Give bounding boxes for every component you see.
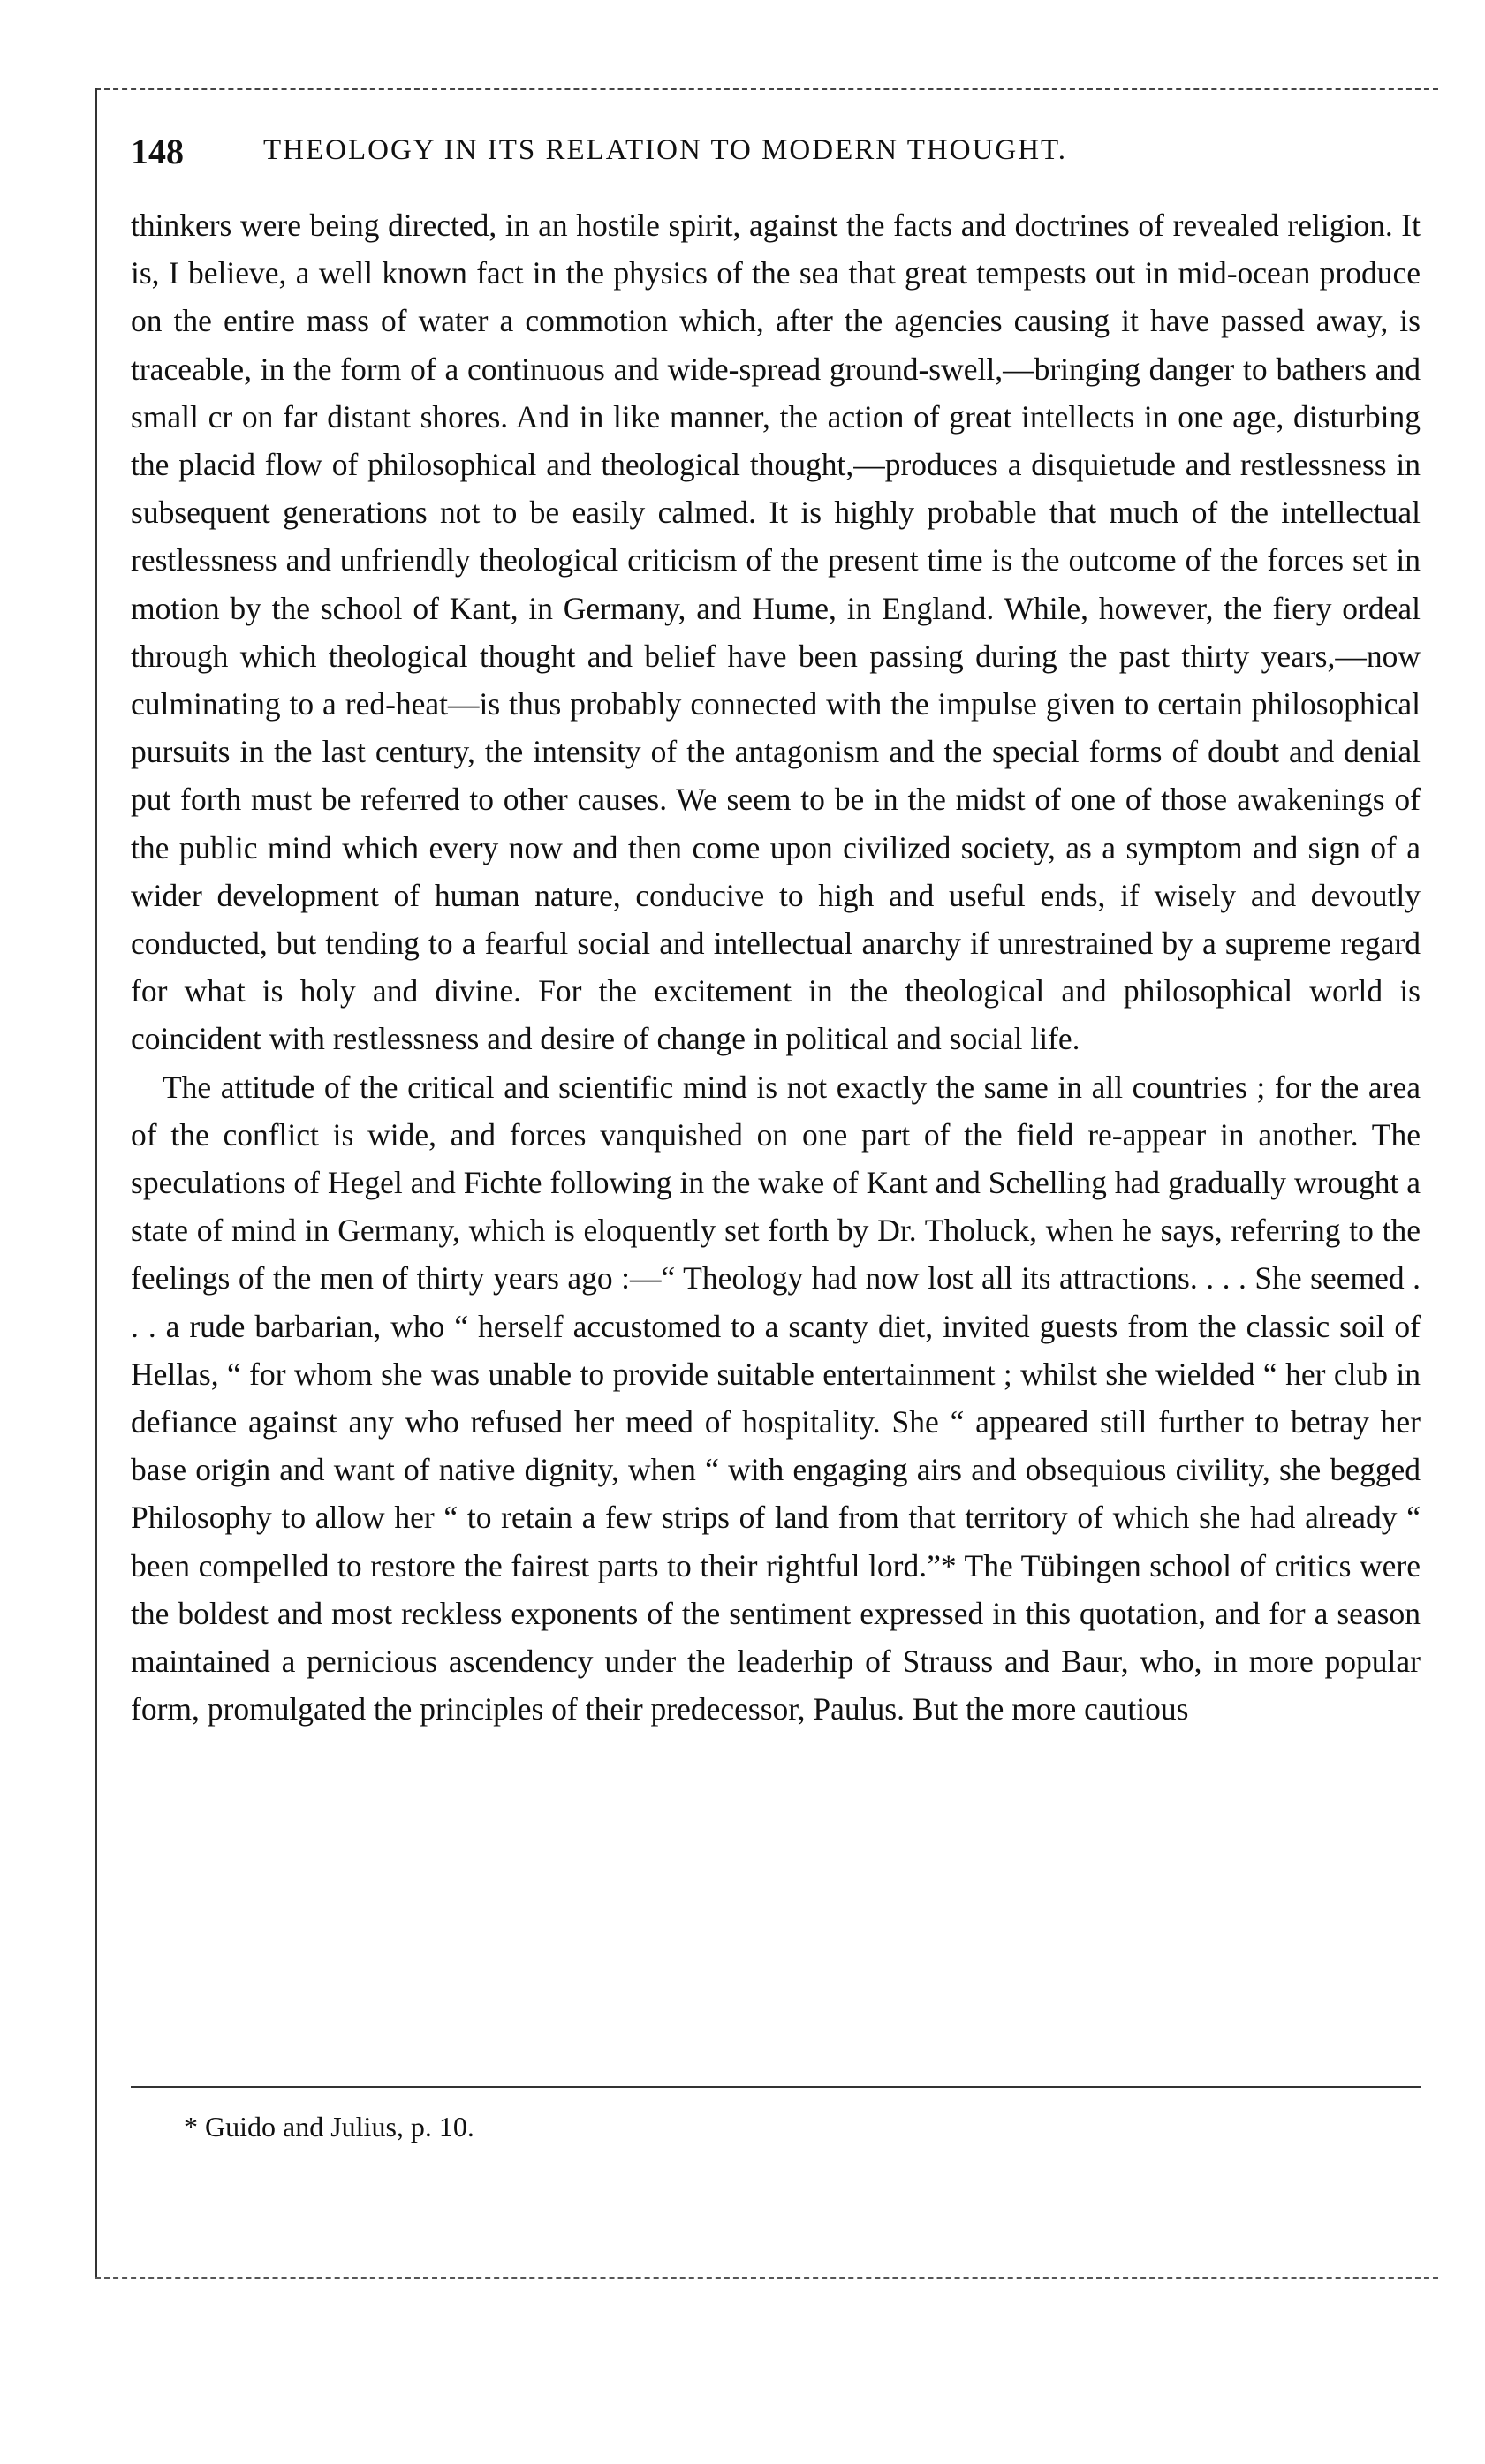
page-header — [131, 124, 1421, 185]
paragraph: The attitude of the critical and scientific mind is not exactly the same in all countries ; for the area of the conflict is wide, and forces vanquished on one part of the field re-appear in another. The speculations of Hegel and Fichte following in the wake of Kant and Schelling had gradually wrought a state of mind in Germany, which is eloquently set forth by Dr. Tholuck, when he says, referring to the feelings of the men of thirty years ago :—“ Theology had now lost all its attractions. . . . She seemed . . . a rude barbarian, who “ herself accustomed to a scanty diet, invited guests from the classic soil of Hellas, “ for whom she was unable to provide suitable entertainment ; whilst she wielded “ her club in defiance against any who refused her meed of hospitality. She “ appeared still further to betray her base origin and want of native dignity, when “ with engaging airs and obsequious civility, she begged Philosophy to allow her “ to retain a few strips of land from that territory of which she had already “ been compelled to restore the fairest parts to their rightful lord.”* The Tübingen school of critics were the boldest and most reckless exponents of the sentiment expressed in this quotation, and for a season maintained a pernicious ascendency under the leaderhip of Strauss and Baur, who, in more popular form, promulgated the principles of their predecessor, Paulus. But the more cautious — [131, 1069, 1421, 1727]
body-text — [131, 201, 1421, 1734]
footnote: * Guido and Julius, p. 10. — [184, 2111, 474, 2143]
running-head: THEOLOGY IN ITS RELATION TO MODERN THOUGHT. — [263, 134, 1068, 166]
paragraph: thinkers were being directed, in an hostile spirit, against the facts and doctrines of revealed religion. It is, I believe, a well known fact in the physics of the sea that great tempests out in mid-ocean produce on the entire mass of water a commotion which, after the agencies causing it have passed away, is traceable, in the form of a continuous and wide-spread ground-swell,—bringing danger to bathers and small cr on far distant shores. And in like manner, the action of great intellects in one age, disturbing the placid flow of philosophical and theological thought,—produces a disquietude and restlessness in subsequent generations not to be easily calmed. It is highly probable that much of the intellectual restlessness and unfriendly theological criticism of the present time is the outcome of the forces set in motion by the school of Kant, in Germany, and Hume, in England. While, however, the fiery ordeal through which theological thought and belief have been passing during the past thirty years,—now culminating to a red-heat—is thus probably connected with the impulse given to certain philosophical pursuits in the last century, the intensity of the antagonism and the special forms of doubt and denial put forth must be referred to other causes. We seem to be in the midst of one of those awakenings of the public mind which every now and then come upon civilized society, as a symptom and sign of a wider development of human nature, conducive to high and useful ends, if wisely and devoutly conducted, but tending to a fearful social and intellectual anarchy if unrestrained by a supreme regard for what is holy and divine. For the excitement in the theological and philosophical world is coincident with restlessness and desire of change in political and social life. — [131, 208, 1421, 1057]
page-number: 148 — [131, 132, 184, 171]
top-border-rule — [95, 88, 1438, 90]
footnote-rule — [131, 2086, 1421, 2088]
bottom-border-rule — [95, 2277, 1438, 2279]
book-page — [95, 88, 1438, 2376]
left-border-rule — [95, 88, 97, 2279]
